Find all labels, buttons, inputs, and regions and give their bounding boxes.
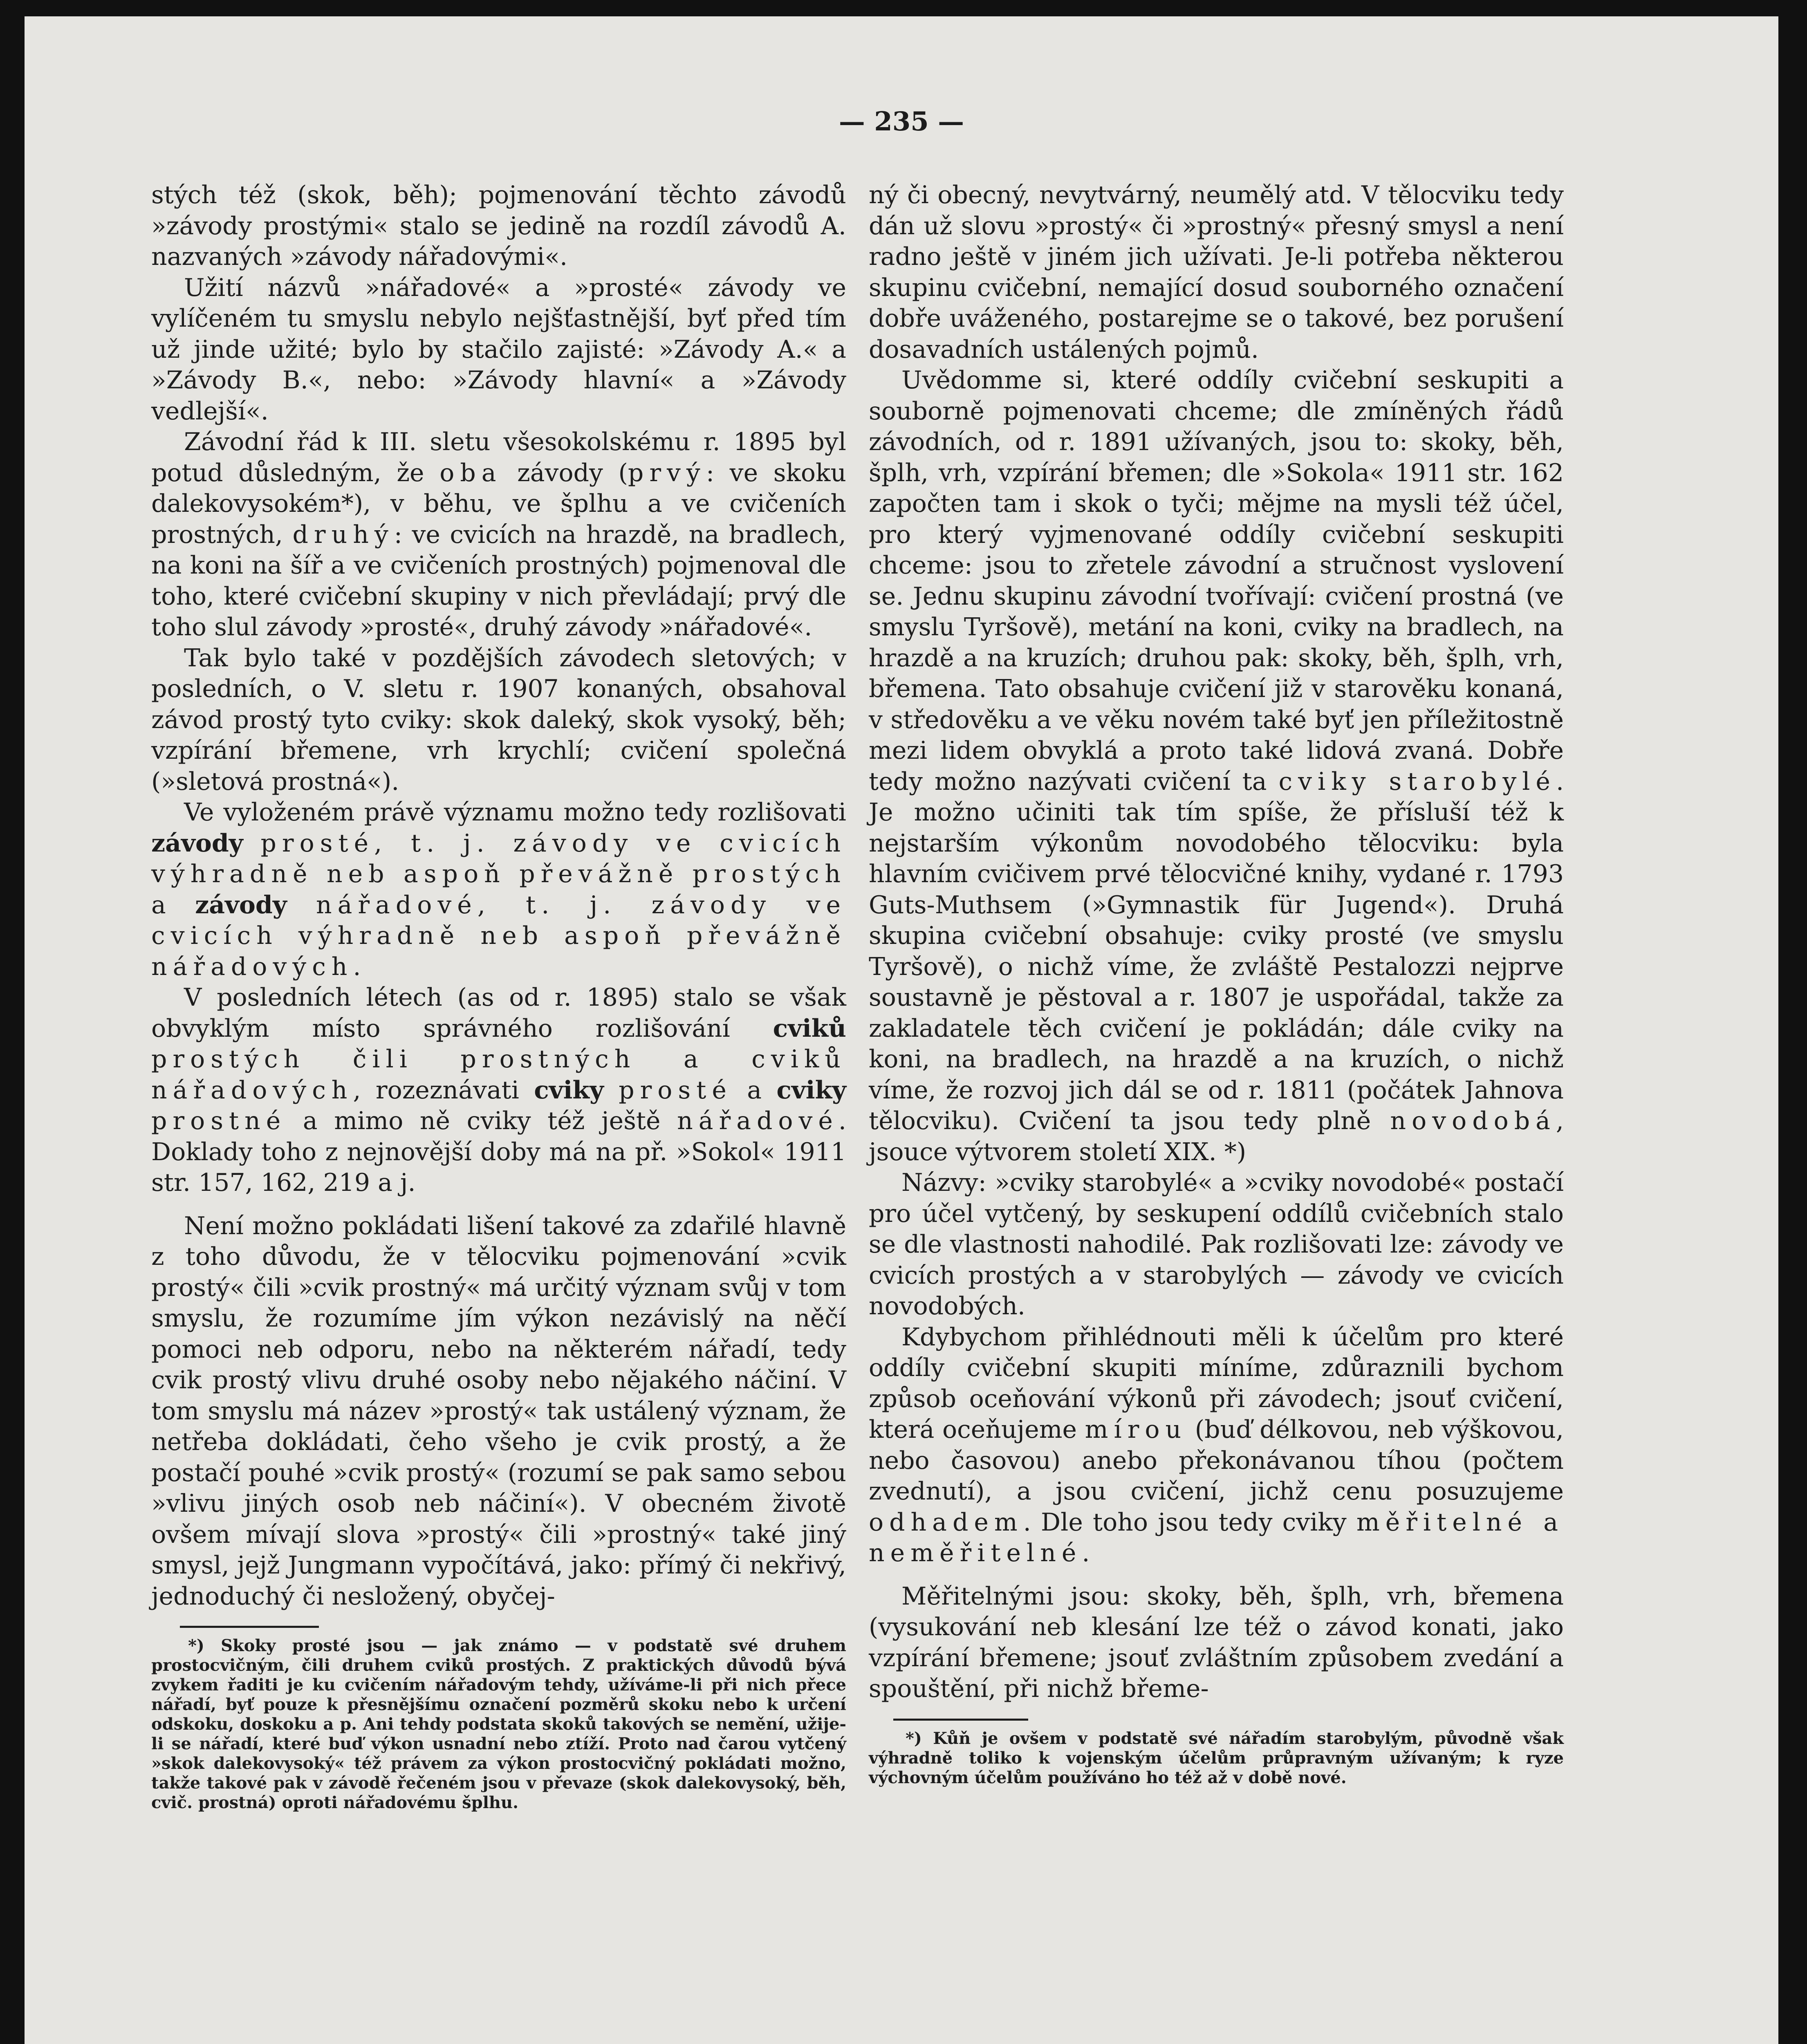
paragraph xyxy=(151,427,846,643)
spaced-text: odhadem xyxy=(869,1508,1023,1537)
paragraph: Názvy: »cviky starobylé« a »cviky novodobé« postačí pro účel vytčený, by seskupení oddílů cvičebních stalo se dle vlastnosti nahodilé. Pak rozlišovati lze: závody ve cvicích prostých a v starobylých — závody ve cvicích novodobých. xyxy=(869,1168,1564,1320)
spaced-text: nářadové, t. j. závody ve cvicích výhradně neb aspoň převážně nářadových xyxy=(151,890,847,981)
footnote-rule xyxy=(180,1626,319,1628)
spaced-text: prosté, t. j. závody ve cvicích výhradně neb aspoň převážně prostých xyxy=(151,829,846,888)
text-run: . Je možno učiniti tak tím spíše, že přísluší též k nejstarším výkonům novodobého tělocviku: byla hlavním cvičivem prvé tělocvičné knihy, vydané r. 1793 Guts-Muthsem (»Gymnastik für Jugend«). Druhá skupina cvičební obsahuje: cviky prosté (ve smyslu Tyršově), o nichž víme, že zvláště Pestalozzi nejprve soustavně je pěstoval a r. 1807 je uspořádal, takže za zakladatele těch cvičení je pokládán; dále cviky na koni, na bradlech, na hrazdě a na kruzích, o nichž víme, že rozvoj jich dál se od r. 1811 (počátek Jahnova tělocviku). Cvičení ta jsou tedy plně xyxy=(869,767,1564,1135)
footnote-rule xyxy=(893,1719,1028,1721)
text-run: : ve skoku dalekovysokém*), v běhu, ve šplhu a ve cvičeních prostných, xyxy=(151,458,846,549)
text-run xyxy=(604,1076,619,1105)
text-run: . Dle toho jsou tedy cviky xyxy=(1023,1508,1356,1537)
bold-text: cviky xyxy=(776,1076,847,1105)
paragraph xyxy=(869,365,1564,1168)
text-run: (buď délkovou, neb výškovou, nebo časovou) anebo překonávanou tíhou (počtem zvednutí), a jsou cvičení, jichž cenu posuzujeme xyxy=(869,1415,1564,1506)
footnote-text: *) Skoky prosté jsou — jak známo — v podstatě své druhem prostocvičným, čili druhem cviků prostých. Z praktických důvodů bývá zvykem řaditi je ku cvičením nářadovým tehdy, užíváme-li při nich přece nářadí, byť pouze k přesnějšímu označení pozměrů skoku nebo k určení odskoku, doskoku a p. Ani tehdy podstata skoků takových se nemění, užije-li se nářadí, které buď výkon usnadní nebo ztíží. Proto nad čarou vytčený »skok dalekovysoký« též právem za výkon prostocvičný pokládati možno, takže takové pak v závodě řečeném jsou v převaze (skok dalekovysoký, běh, cvič. prostná) oproti nářadovému šplhu. xyxy=(151,1636,846,1812)
spaced-text: oba xyxy=(439,458,502,487)
right-column xyxy=(869,180,1564,1788)
paragraph xyxy=(869,1322,1564,1569)
spaced-text: cviky starobylé xyxy=(1278,767,1556,796)
paragraph xyxy=(151,797,846,982)
bold-text: cviky xyxy=(534,1076,604,1105)
spaced-text: měřitelné a neměřitelné xyxy=(869,1508,1564,1567)
bold-text: cviků xyxy=(773,1014,846,1043)
text-run xyxy=(243,829,261,858)
text-run: . Doklady toho z nejnovější doby má na př. »Sokol« 1911 str. 157, 162, 219 a j. xyxy=(151,1107,846,1197)
paragraph: stých též (skok, běh); pojmenování těchto závodů »závody prostými« stalo se jedině na rozdíl závodů A. nazvaných »závody nářadovými«. xyxy=(151,181,846,271)
text-run: V posledních létech (as od r. 1895) stalo se však obvyklým místo správného rozlišování xyxy=(151,983,846,1043)
paragraph: Tak bylo také v pozdějších závodech sletových; v posledních, o V. sletu r. 1907 konaných, obsahoval závod prostý tyto cviky: skok daleký, skok vysoký, běh; vzpírání břemene, vrh krychlí; cvičení společná (»sletová prostná«). xyxy=(151,643,846,796)
paragraph: Není možno pokládati lišení takové za zdařilé hlavně z toho důvodu, že v tělocviku pojmenování »cvik prostý« čili »cvik prostný« má určitý význam svůj v tom smyslu, že rozumíme jím výkon nezávislý na něčí pomoci neb odporu, nebo na některém nářadí, tedy cvik prostý vlivu druhé osoby nebo nějakého náčiní. V tom smyslu má název »prostý« tak ustálený význam, že netřeba dokládati, čeho všeho je cvik prostý, a že postačí pouhé »cvik prostý« (rozumí se pak samo sebou »vlivu jiných osob neb náčiní«). V obecném životě ovšem mívají slova »prostý« čili »prostný« také jiný smysl, jejž Jungmann vypočítává, jako: přímý či nekřivý, jednoduchý či nesložený, obyčej- xyxy=(151,1211,846,1611)
page-number: — 235 — xyxy=(838,106,964,137)
text-run: . xyxy=(353,952,361,981)
left-column xyxy=(151,180,846,1813)
paragraph xyxy=(151,982,846,1199)
text-run: Uvědomme si, které oddíly cvičební seskupiti a souborně pojmenovati chceme; dle zmíněných řádů závodních, od r. 1891 užívaných, jsou to: skoky, běh, šplh, vrh, vzpírání břemen; dle »Sokola« 1911 str. 162 započten tam i skok o tyči; mějme na mysli též účel, pro který vyjmenované oddíly cvičební seskupiti chceme: jsou to zřetele závodní a stručnost vyslovení se. Jednu skupinu závodní tvořívají: cvičení prostná (ve smyslu Tyršově), metání na koni, cviky na bradlech, na hrazdě a na kruzích; druhou pak: skoky, běh, šplh, vrh, břemena. Tato obsahuje cvičení již v starověku konaná, v středověku a ve věku novém také byť jen příležitostně mezi lidem obvyklá a proto také lidová zvaná. Dobře tedy možno nazývati cvičení ta xyxy=(869,366,1564,796)
text-run: závody ( xyxy=(502,458,628,487)
text-run: Závodní řád k III. sletu všesokolskému r. 1895 byl potud důsledným, že xyxy=(151,428,846,487)
spaced-text: nářadové xyxy=(677,1107,838,1135)
footnote xyxy=(869,1729,1564,1788)
paragraph: Užití názvů »nářadové« a »prosté« závody ve vylíčeném tu smyslu nebylo nejšťastnější, byť před tím už jinde užité; bylo by stačilo zajisté: »Závody A.« a »Závody B.«, nebo: »Závody hlavní« a »Závody vedlejší«. xyxy=(151,273,846,426)
spaced-text: prostné xyxy=(151,1107,287,1135)
spaced-text: prostých čili prostných a cviků nářadových xyxy=(151,1045,846,1105)
text-run: Kdybychom přihlédnouti měli k účelům pro které oddíly cvičební skupiti míníme, zdůraznili bychom způsob oceňování výkonů při závodech; jsouť cvičení, která oceňujeme xyxy=(869,1322,1564,1444)
paragraph: ný či obecný, nevytvárný, neumělý atd. V tělocviku tedy dán už slovu »prostý« či »prostný« přesný smysl a není radno ještě v jiném jich užívati. Je-li potřeba některou skupinu cvičební, nemající dosud souborného označení dobře uváženého, postarejme se o takové, bez porušení dosavadních ustálených pojmů. xyxy=(869,181,1564,364)
footnote xyxy=(151,1636,846,1813)
page xyxy=(25,16,1778,2044)
spaced-text: novodobá xyxy=(1390,1107,1556,1135)
footnote-text: *) Kůň je ovšem v podstatě své nářadím starobylým, původně však výhradně toliko k vojenským účelům průpravným užívaným; k ryze výchovným účelům používáno ho též až v době nové. xyxy=(869,1728,1564,1787)
text-run: : ve cvicích na hrazdě, na bradlech, na koni na šíř a ve cvičeních prostných) pojmenoval dle toho, které cvičební skupiny v nich převládají; prvý dle toho slul závody »prosté«, druhý závody »nářadové«. xyxy=(151,520,847,641)
spaced-text: prosté xyxy=(619,1076,732,1105)
text-run xyxy=(287,891,316,919)
text-run: a xyxy=(732,1076,777,1105)
text-run: , jsouce výtvorem století XIX. *) xyxy=(869,1107,1564,1166)
spaced-text: prvý xyxy=(628,458,706,487)
spaced-text: mírou xyxy=(1085,1415,1187,1444)
text-run: , rozeznávati xyxy=(353,1076,534,1105)
text-run: . xyxy=(1082,1539,1090,1567)
text-run: a mimo ně cviky též ještě xyxy=(286,1107,677,1135)
spaced-text: druhý xyxy=(292,520,394,549)
text-run: Ve vyloženém právě významu možno tedy rozlišovati xyxy=(184,798,846,827)
paragraph: Měřitelnými jsou: skoky, běh, šplh, vrh, břemena (vysukování neb klesání lze též o závod konati, jako vzpírání břemene; jsouť zvláštním způsobem zvedání a spouštění, při nichž břeme- xyxy=(869,1582,1564,1703)
text-run: a xyxy=(151,890,195,919)
bold-text: závody xyxy=(151,829,243,858)
bold-text: závody xyxy=(195,890,287,919)
